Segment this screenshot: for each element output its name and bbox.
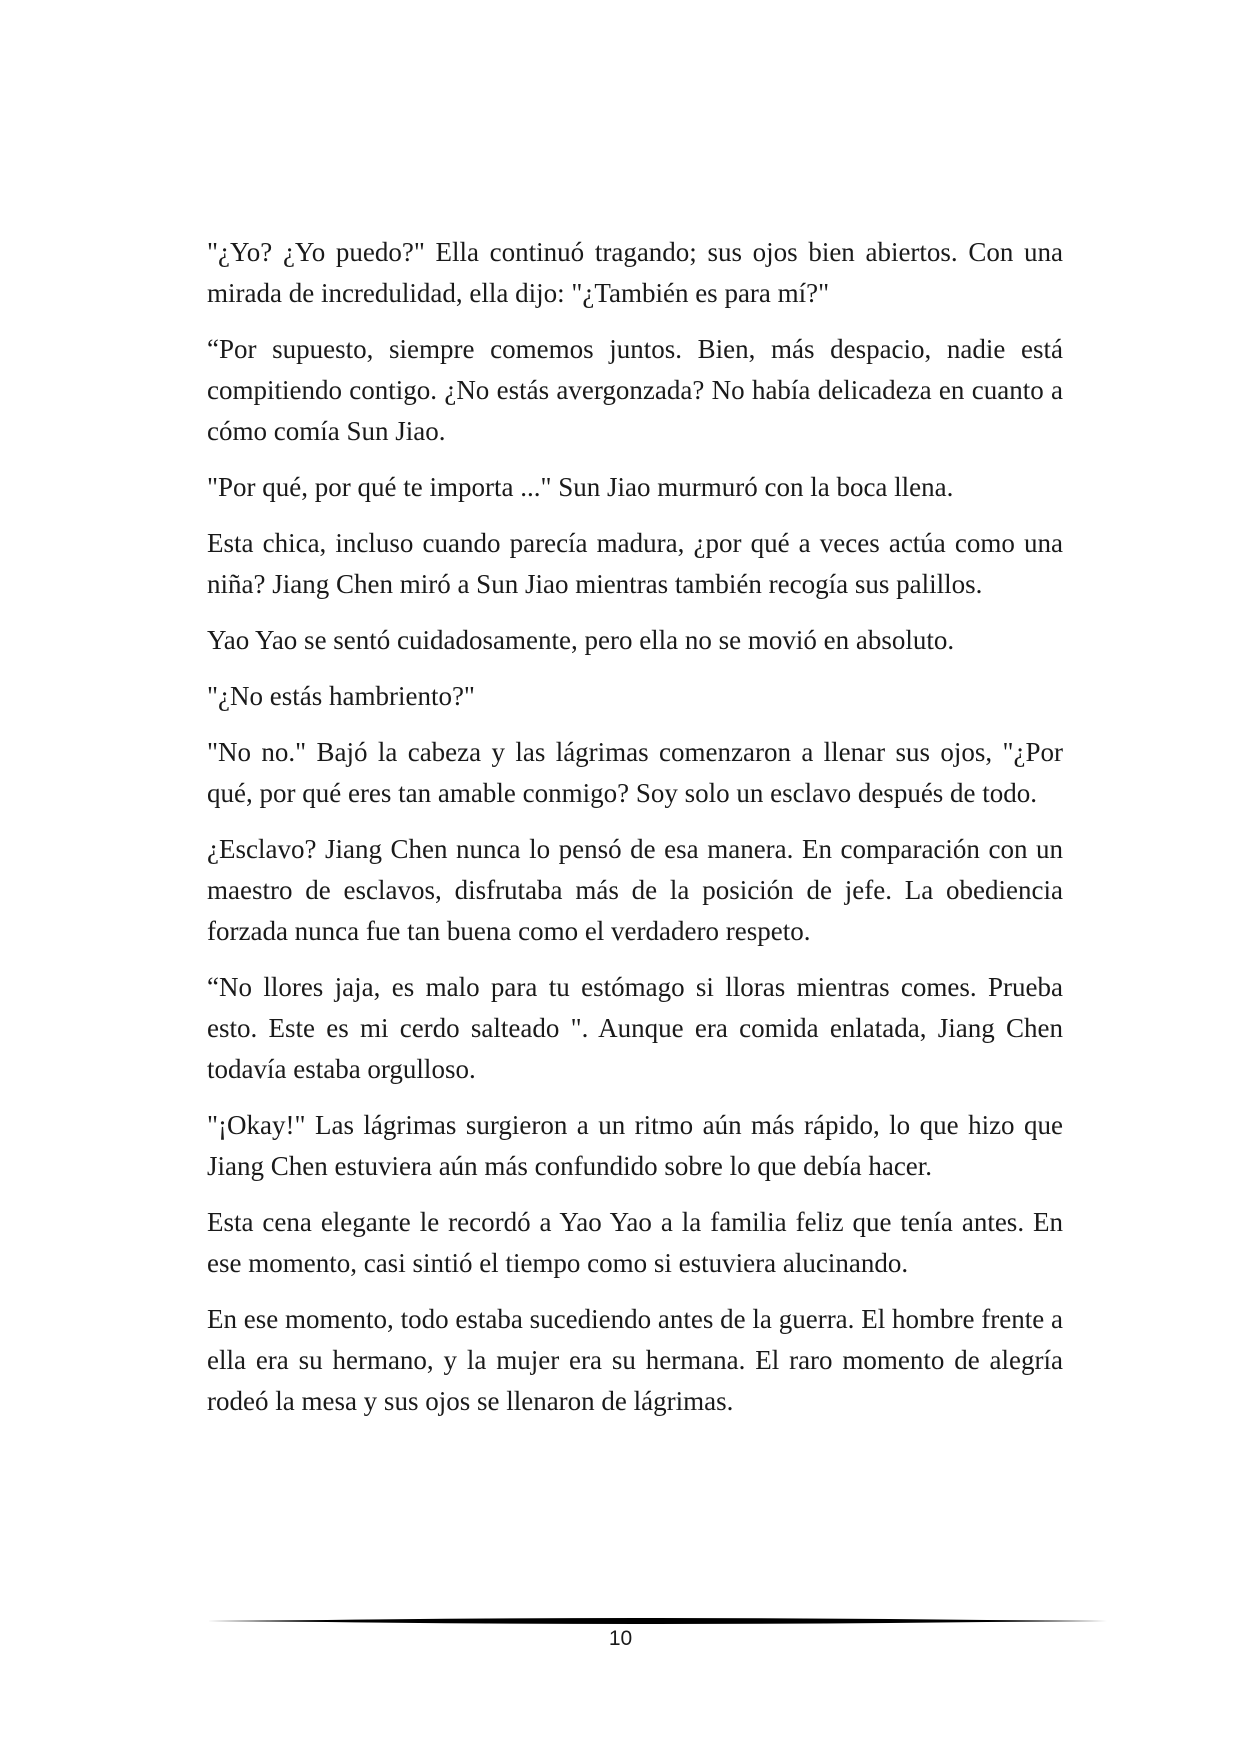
paragraph: Esta cena elegante le recordó a Yao Yao a la familia feliz que tenía antes. En ese momento, casi sintió el tiempo como si estuviera alucinando. (207, 1207, 1063, 1278)
body-text (207, 232, 1063, 1437)
paragraph: “No llores jaja, es malo para tu estómago si lloras mientras comes. Prueba esto. Este es mi cerdo salteado ". Aunque era comida enlatada, Jiang Chen todavía estaba orgulloso. (207, 972, 1063, 1084)
paragraph: Yao Yao se sentó cuidadosamente, pero ella no se movió en absoluto. (207, 625, 955, 655)
footer-rule (207, 1617, 1107, 1625)
page-number: 10 (608, 1627, 633, 1650)
paragraph: "¿No estás hambriento?" (207, 681, 475, 711)
paragraph: "¡Okay!" Las lágrimas surgieron a un ritmo aún más rápido, lo que hizo que Jiang Chen estuviera aún más confundido sobre lo que debía hacer. (207, 1110, 1063, 1181)
paragraph: Esta chica, incluso cuando parecía madura, ¿por qué a veces actúa como una niña? Jiang Chen miró a Sun Jiao mientras también recogía sus palillos. (207, 528, 1063, 599)
paragraph: En ese momento, todo estaba sucediendo antes de la guerra. El hombre frente a ella era su hermano, y la mujer era su hermana. El raro momento de alegría rodeó la mesa y sus ojos se llenaron de lágrimas. (207, 1304, 1063, 1416)
paragraph: "Por qué, por qué te importa ..." Sun Jiao murmuró con la boca llena. (207, 472, 954, 502)
paragraph: "No no." Bajó la cabeza y las lágrimas comenzaron a llenar sus ojos, "¿Por qué, por qué eres tan amable conmigo? Soy solo un esclavo después de todo. (207, 737, 1063, 808)
paragraph: ¿Esclavo? Jiang Chen nunca lo pensó de esa manera. En comparación con un maestro de esclavos, disfrutaba más de la posición de jefe. La obediencia forzada nunca fue tan buena como el verdadero respeto. (207, 834, 1063, 946)
paragraph: “Por supuesto, siempre comemos juntos. Bien, más despacio, nadie está compitiendo contigo. ¿No estás avergonzada? No había delicadeza en cuanto a cómo comía Sun Jiao. (207, 334, 1063, 446)
paragraph: "¿Yo? ¿Yo puedo?" Ella continuó tragando; sus ojos bien abiertos. Con una mirada de incredulidad, ella dijo: "¿También es para mí?" (207, 237, 1063, 308)
